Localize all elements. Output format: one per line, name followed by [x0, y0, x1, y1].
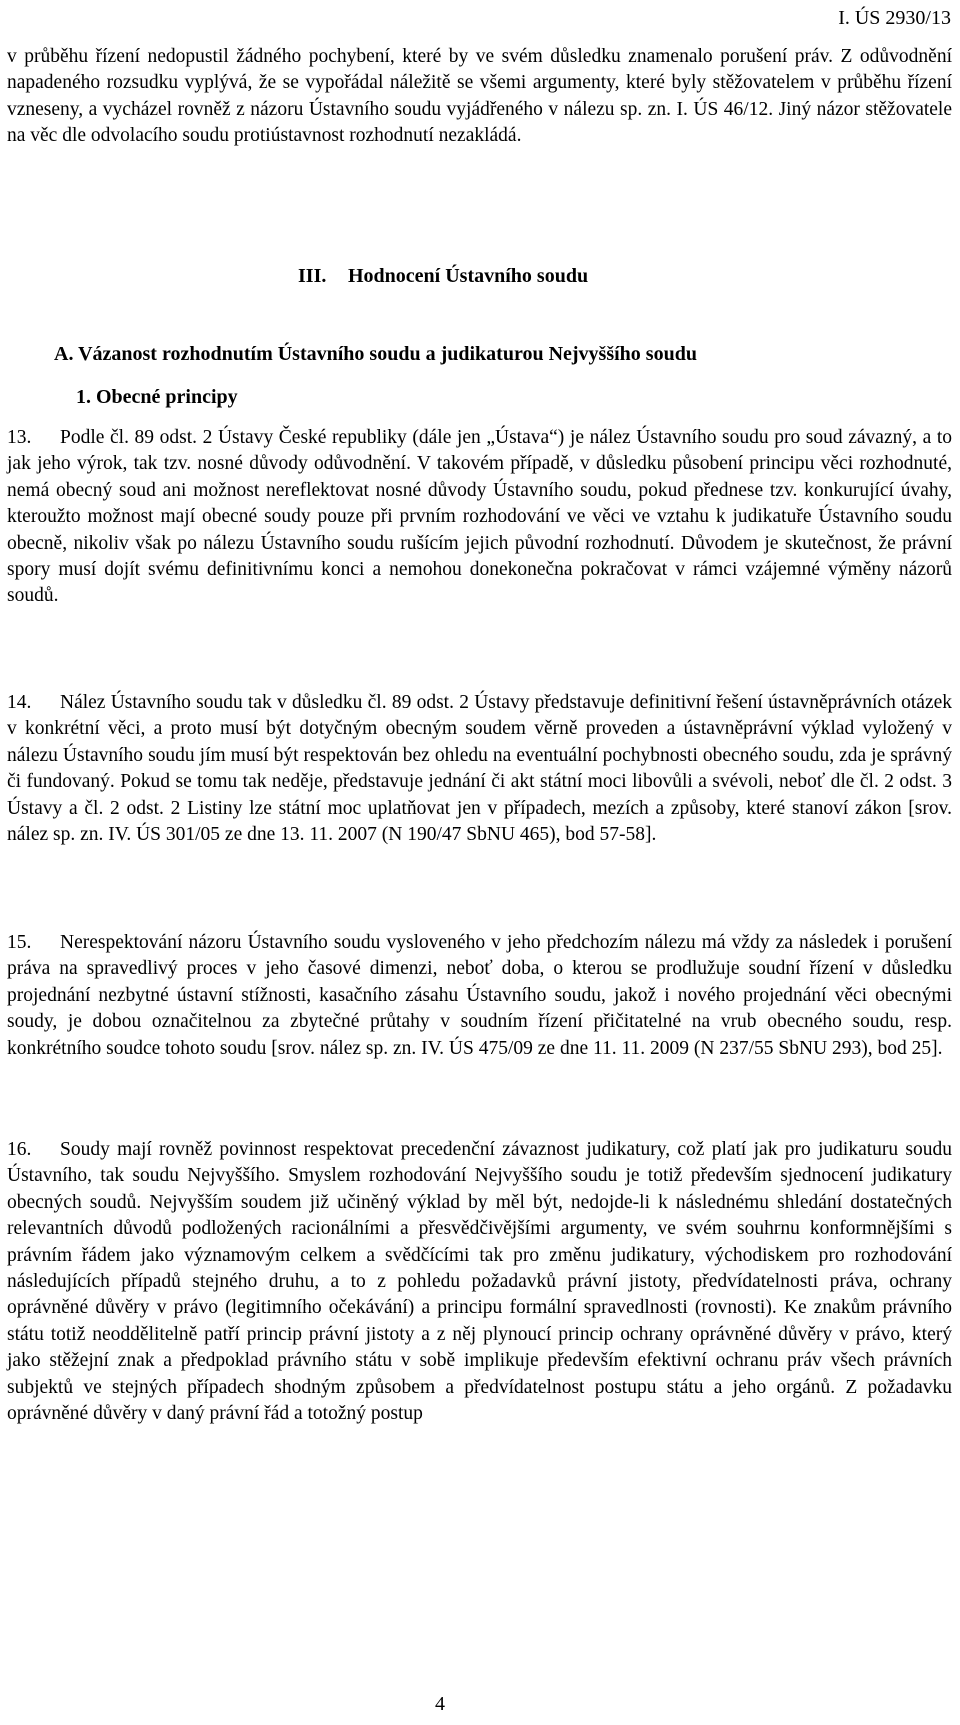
paragraph-text: Soudy mají rovněž povinnost respektovat precedenční závaznost judikatury, což platí jak pro judikaturu soudu Ústavního, tak soudu Nejvyššího. Smyslem rozhodování Nejvyššího soudu je totiž především sjednocení judikatury obecných soudů. Nejvyšším soudem již učiněný výklad by měl být, nedojde-li k následnému shledání dostatečných relevantních důvodů podložených racionálními a přesvědčivějšími argumenty, ve svém souhrnu konformnějšími s právním řádem jako významovým celkem a svědčícími tak pro změnu judikatury, východiskem pro rozhodování následujících případů stejného druhu, a to z pohledu požadavků právní jistoty, předvídatelnosti práva, ochrany oprávněné důvěry v právo (legitimního očekávání) a principu formální spravedlnosti (rovnosti). Ke znakům právního státu totiž neoddělitelně patří princip právní jistoty a z něj plynoucí princip ochrany oprávněné důvěry v právo, který jako stěžejní znak a předpoklad právního státu v sobě implikuje především efektivní ochranu práv všech právních subjektů ve stejných případech shodným způsobem a předvídatelnost postupu státu a jeho orgánů. Z požadavku oprávněné důvěry v daný právní řád a totožný postup: [7, 1139, 952, 1425]
section-roman-numeral: III.: [298, 265, 327, 287]
page-number: 4: [435, 1693, 445, 1715]
paragraph-15: [7, 930, 952, 1062]
paragraph-number: 14.: [7, 692, 32, 713]
paragraph-text: Nález Ústavního soudu tak v důsledku čl. 89 odst. 2 Ústavy představuje definitivní řešení ústavněprávních otázek v konkrétní věci, a proto musí být dotyčným obecným soudem věrně proveden a ústavněprávní výklad vyložený v nálezu Ústavního soudu jím musí být respektován bez ohledu na eventuální pochybnosti obecného soudu, zda je správný či fundovaný. Pokud se tomu tak neděje, představuje jednání či akt státní moci libovůli a svévoli, neboť dle čl. 2 odst. 3 Ústavy a čl. 2 odst. 2 Listiny lze státní moc uplatňovat jen v případech, mezích a způsoby, které stanoví zákon [srov. nález sp. zn. IV. ÚS 301/05 ze dne 13. 11. 2007 (N 190/47 SbNU 465), bod 57-58].: [7, 692, 952, 846]
paragraph-text: Podle čl. 89 odst. 2 Ústavy České republiky (dále jen „Ústava“) je nález Ústavního soudu pro soud závazný, a to jak jeho výrok, tak tzv. nosné důvody odůvodnění. V takovém případě, v důsledku působení principu věci rozhodnuté, nemá obecný soud ani možnost nereflektovat nosné důvody Ústavního soudu, pokud přednese tzv. konkurující úvahy, kteroužto možnost mají obecné soudy pouze při prvním rozhodování ve věci ve vztahu k judikatuře Ústavního soudu obecně, nikoliv však po nálezu Ústavního soudu rušícím jejich původní rozhodnutí. Důvodem je skutečnost, že právní spory musí dojít svému definitivnímu konci a nemohou donekonečna pokračovat v rámci vzájemné výměny názorů soudů.: [7, 427, 952, 607]
subsubsection-heading: 1. Obecné principy: [76, 386, 238, 408]
case-reference: I. ÚS 2930/13: [838, 7, 951, 29]
paragraph-text: Nerespektování názoru Ústavního soudu vysloveného v jeho předchozím nálezu má vždy za následek i porušení práva na spravedlivý proces v jeho časové dimenzi, neboť doba, o kterou se prodlužuje soudní řízení v důsledku projednání nezbytné ústavní stížnosti, kasačního zásahu Ústavního soudu, jakož i nového projednání věci obecnými soudy, je dobou označitelnou za zbytečné průtahy v soudním řízení přičitatelné na vrub obecného soudu, resp. konkrétního soudce tohoto soudu [srov. nález sp. zn. IV. ÚS 475/09 ze dne 11. 11. 2009 (N 237/55 SbNU 293), bod 25].: [7, 932, 952, 1059]
section-heading: [298, 262, 588, 290]
paragraph-14: [7, 690, 952, 848]
paragraph-16: [7, 1137, 952, 1427]
paragraph-number: 16.: [7, 1139, 32, 1160]
paragraph-13: [7, 425, 952, 610]
paragraph-number: 15.: [7, 932, 32, 953]
section-title: Hodnocení Ústavního soudu: [348, 265, 589, 287]
intro-paragraph: v průběhu řízení nedopustil žádného pochybení, které by ve svém důsledku znamenalo porušení práv. Z odůvodnění napadeného rozsudku vyplývá, že se vypořádal náležitě se všemi argumenty, které byly stěžovatelem v průběhu řízení vzneseny, a vycházel rovněž z názoru Ústavního soudu vyjádřeného v nálezu sp. zn. I. ÚS 46/12. Jiný názor stěžovatele na věc dle odvolacího soudu protiústavnost rozhodnutí nezakládá.: [7, 46, 952, 147]
paragraph-number: 13.: [7, 427, 32, 448]
subsection-heading: A. Vázanost rozhodnutím Ústavního soudu a judikaturou Nejvyššího soudu: [54, 343, 697, 365]
